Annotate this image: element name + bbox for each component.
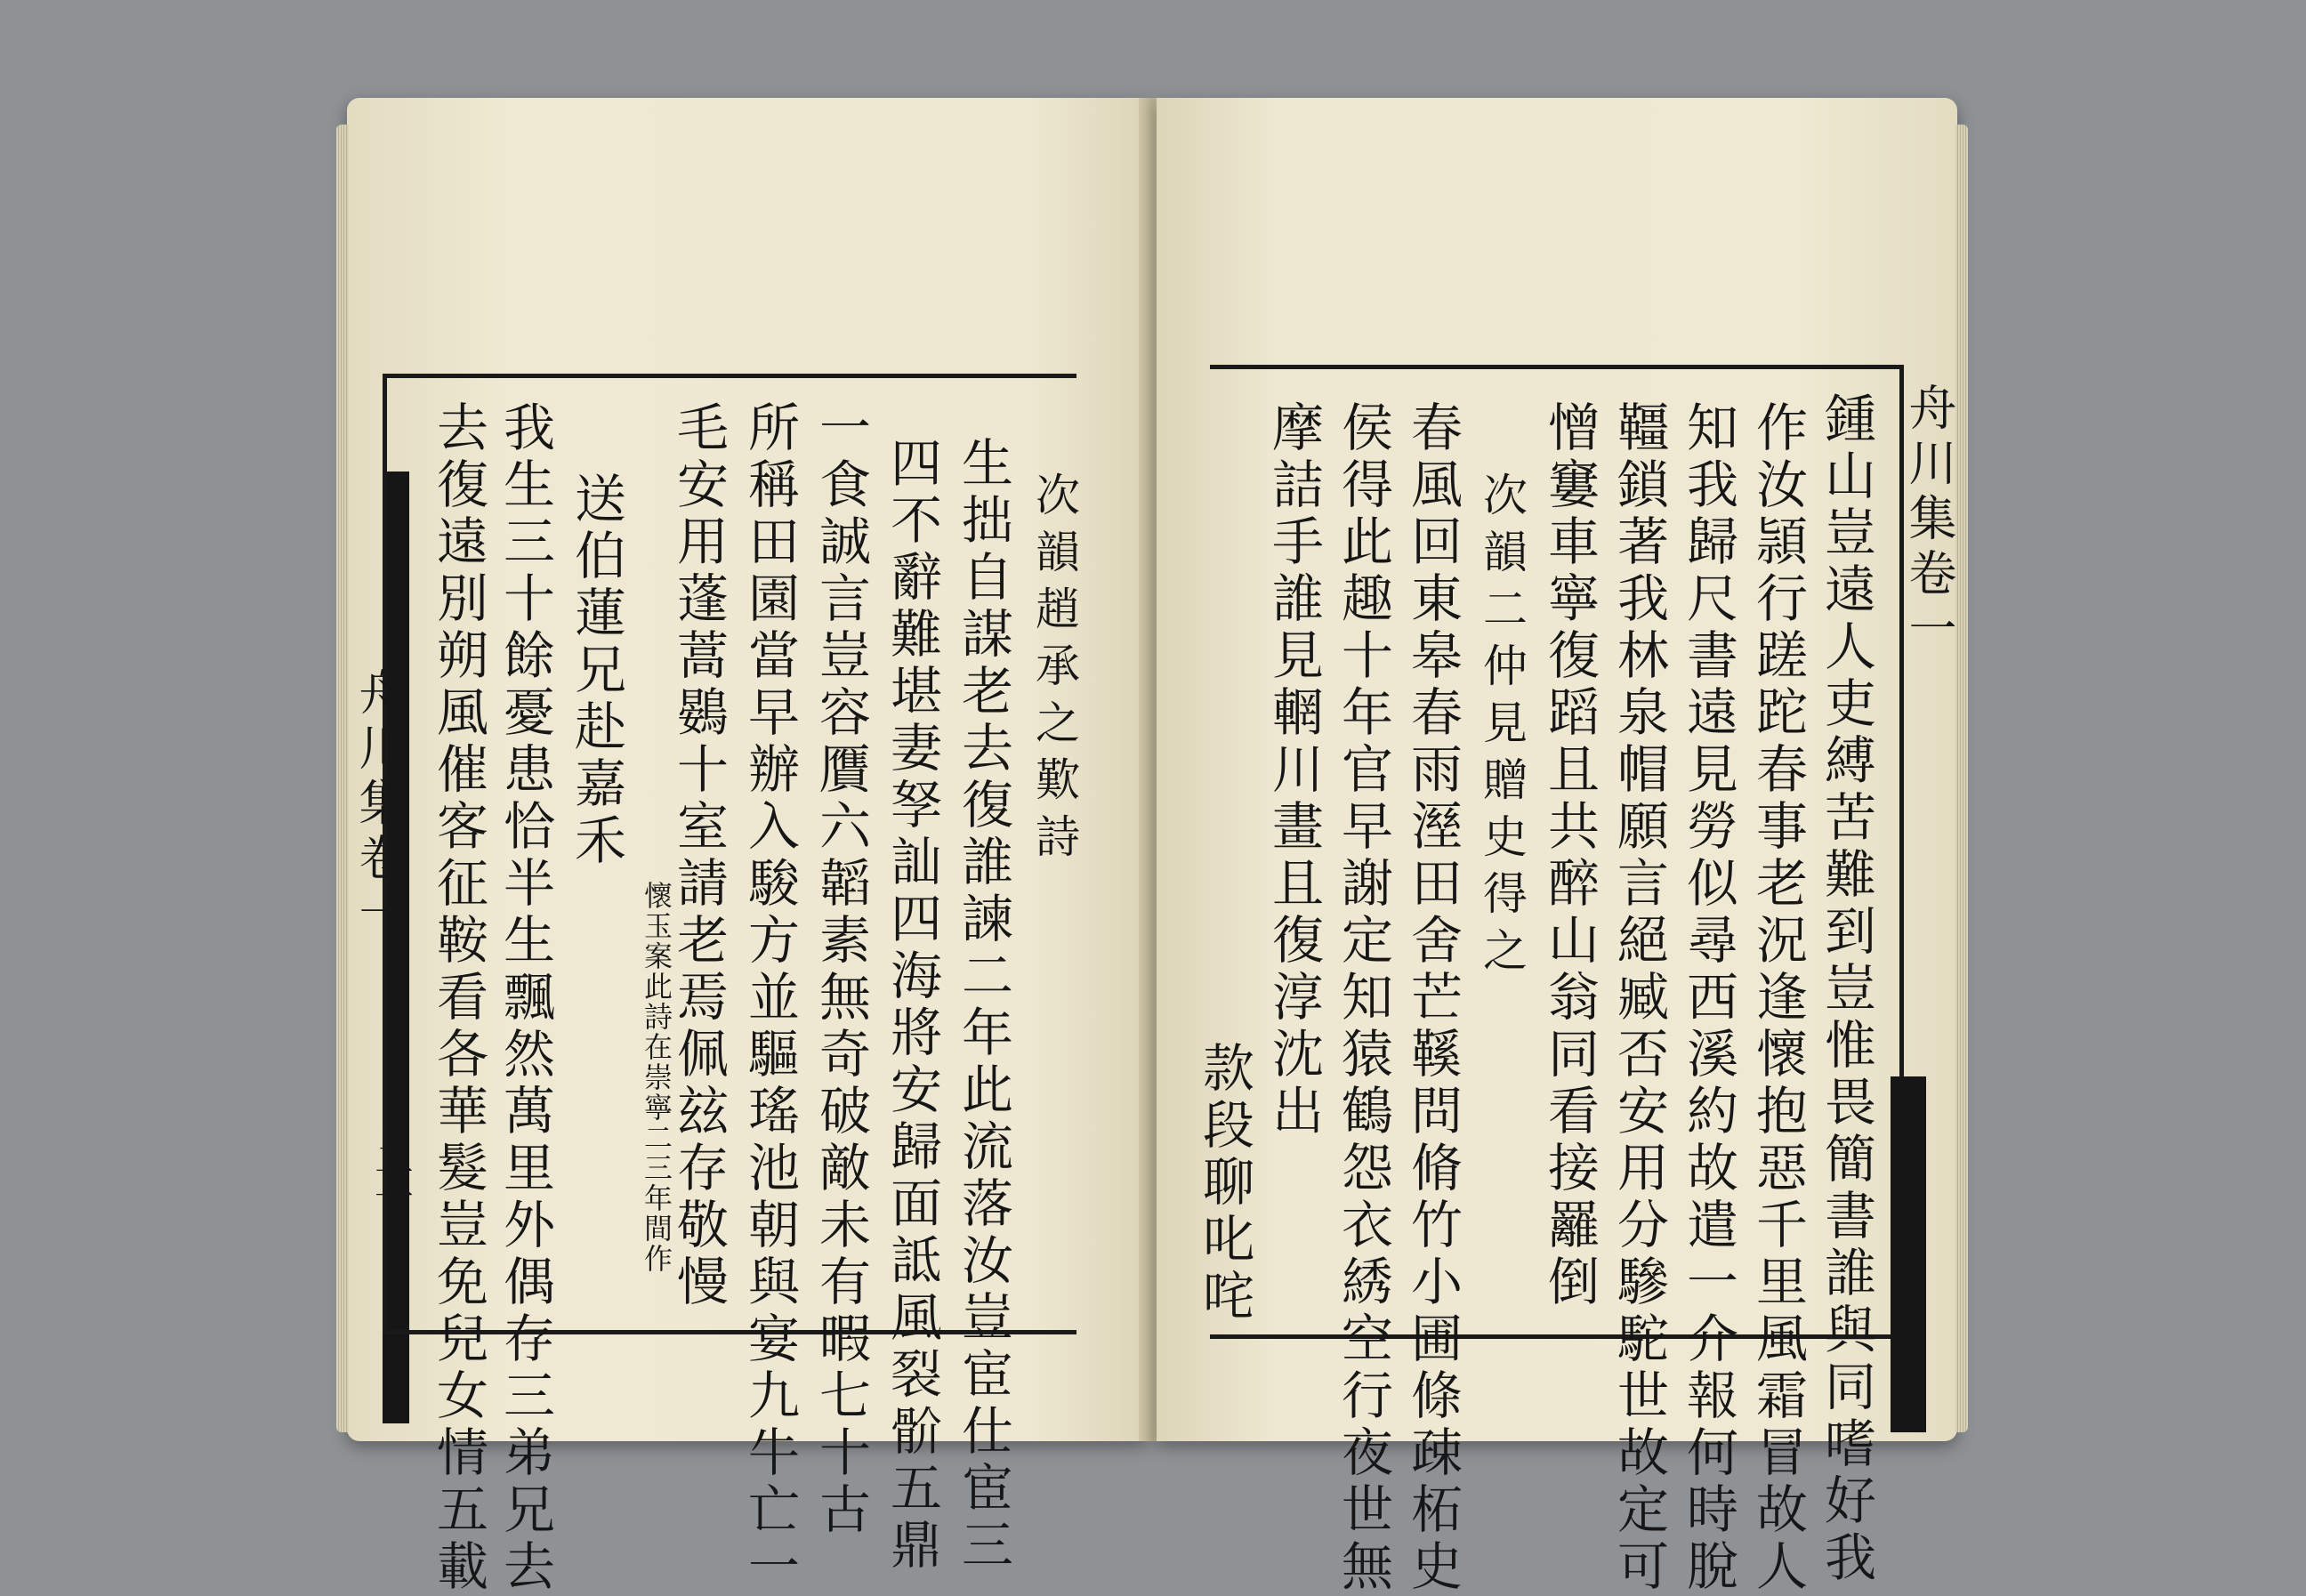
left-folio: 二十	[367, 1139, 413, 1217]
annotation-column: 懷玉案此詩在崇寧二三年間作	[640, 881, 673, 1274]
text-column: 所稱田園當早辦入駿方並驅瑤池朝與宴九牛亡一	[739, 400, 800, 1596]
text-column: 侯得此趣十年官早謝定知猿鶴怨衣綉空行夜世無	[1333, 400, 1393, 1596]
text-column: 春風回東皋春雨溼田舍芒鞵問脩竹小圃條疎柘史	[1402, 400, 1463, 1596]
text-column: 知我歸尺書遠見勞似尋西溪約故遣一介報何時脫	[1678, 400, 1738, 1596]
text-column: 作汝頴行蹉跎春事老況逢懷抱惡千里風霜冒故人	[1747, 400, 1808, 1596]
right-margin-title: 舟川集卷一	[1901, 383, 1957, 658]
text-column: 我生三十餘憂患恰半生飄然萬里外偶存三弟兄去	[495, 400, 555, 1596]
text-column: 送伯蓮兄赴嘉禾	[566, 472, 626, 870]
text-column: 毛安用蓬蒿鷃十室請老焉佩玆存敬慢	[668, 400, 729, 1311]
text-column: 生拙自謀老去復誰諫二年此流落汝豈宦仕宦三	[953, 436, 1013, 1575]
poem-title: 次韻趙承之歎詩	[1028, 472, 1080, 870]
right-outer-bar	[1891, 1076, 1926, 1432]
left-page	[347, 98, 1148, 1596]
right-page	[1157, 98, 1957, 1596]
text-column: 一食誠言豈容贋六韜素無奇破敵未有暇七十古	[810, 400, 871, 1539]
text-column: 鍾山豈遠人吏縛苦難到豈惟畏簡書誰與同嗜好我	[1816, 391, 1876, 1587]
right-page-edge	[1955, 125, 1968, 1432]
text-column: 摩詰手誰見輞川畫且復淳沈出	[1263, 400, 1324, 1141]
left-margin-title: 舟川集卷一	[351, 667, 407, 943]
text-column: 憎窶車寧復蹈且共醉山翁同看接䍦倒	[1539, 400, 1600, 1311]
text-column: 韁鎖著我林泉帽願言絕臧否安用分驂駝世故定可	[1609, 400, 1669, 1596]
text-column: 款段聊叱咤	[1194, 1041, 1254, 1326]
text-column: 去復遠別朔風催客征鞍看各華髮豈免兒女情五載	[428, 400, 488, 1596]
open-book	[338, 89, 1966, 1596]
poem-title: 次韻二仲見贈史得之	[1476, 472, 1528, 984]
text-column: 四不辭難堪妻孥訕四海將安歸面詆風裂骱五鼎	[882, 436, 942, 1575]
